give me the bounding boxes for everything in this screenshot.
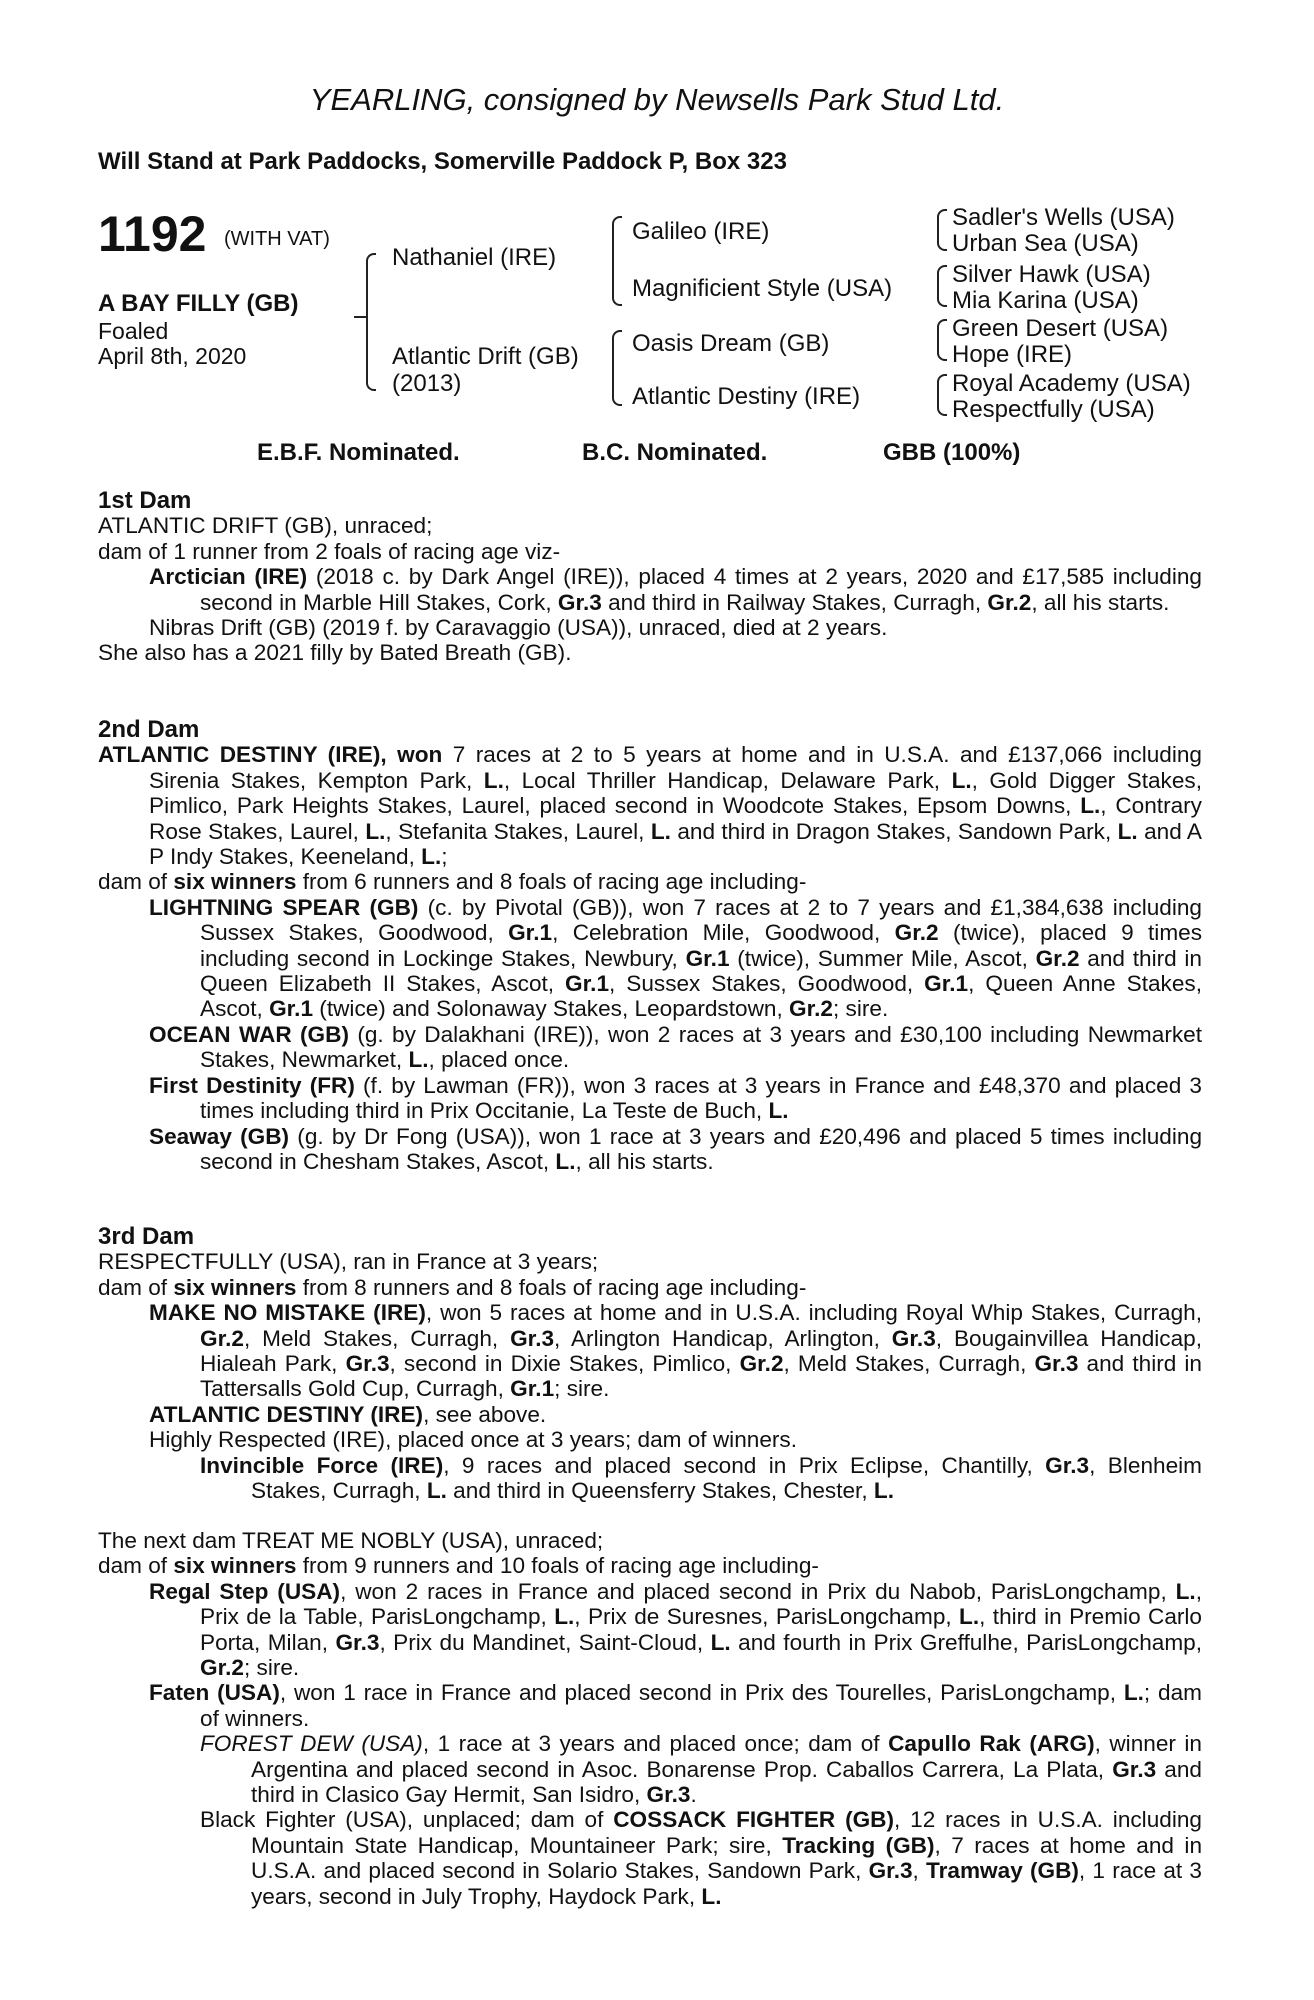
progeny-ocean-war: OCEAN WAR (GB) (g. by Dalakhani (IRE)), won 2 races at 3 years and £30,100 including Newmarket Stakes, Newmarket, L., placed once.	[149, 1021, 1202, 1073]
pedigree-brace-g4	[937, 374, 947, 416]
gbb-status: GBB (100%)	[883, 439, 1021, 466]
progeny-arctician: Arctician (IRE) (2018 c. by Dark Angel (IRE)), placed 4 times at 2 years, 2020 and £17,585 including second in Marble Hill Stakes, Cork, Gr.3 and third in Railway Stakes, Curragh, Gr.2, all his starts.	[149, 564, 1202, 615]
ggp-sds: Silver Hawk (USA)	[952, 261, 1151, 288]
dam-year: (2013)	[392, 370, 462, 397]
progeny-highly-respected: Highly Respected (IRE), placed once at 3 years; dam of winners.	[149, 1427, 797, 1453]
dam-sire: Oasis Dream (GB)	[632, 330, 830, 357]
fourth-dam-line1: The next dam TREAT ME NOBLY (USA), unraced;	[98, 1528, 604, 1553]
third-dam-damof: dam of six winners from 8 runners and 8 foals of racing age including-	[98, 1274, 807, 1300]
pedigree-brace-g2	[937, 265, 947, 307]
first-dam-section	[98, 488, 1202, 666]
ggp-dss: Green Desert (USA)	[952, 315, 1169, 342]
foaled-date: April 8th, 2020	[98, 343, 247, 369]
foaled-label: Foaled	[98, 318, 169, 344]
progeny-seaway: Seaway (GB) (g. by Dr Fong (USA)), won 1 race at 3 years and £20,496 and placed 5 times including second in Chesham Stakes, Ascot, L., all his starts.	[149, 1123, 1203, 1174]
third-dam-line1: RESPECTFULLY (USA), ran in France at 3 years;	[98, 1249, 599, 1275]
third-dam-section	[98, 1224, 1202, 1503]
pedigree-brace-g3	[937, 319, 947, 361]
second-dam-heading: 2nd Dam	[98, 716, 200, 743]
lot-number: 1192	[98, 206, 207, 262]
fourth-dam-section	[98, 1528, 1202, 1909]
ggp-sdd: Mia Karina (USA)	[952, 287, 1139, 314]
bc-nomination: B.C. Nominated.	[582, 439, 768, 466]
progeny-atlantic-destiny: ATLANTIC DESTINY (IRE), see above.	[149, 1401, 547, 1427]
sire-dam: Magnificient Style (USA)	[632, 275, 893, 302]
ggp-sss: Sadler's Wells (USA)	[952, 204, 1175, 231]
progeny-make-no-mistake: MAKE NO MISTAKE (IRE), won 5 races at home and in U.S.A. including Royal Whip Stakes, Curragh, Gr.2, Meld Stakes, Curragh, Gr.3, Arlington Handicap, Arlington, Gr.3, Bougainvillea Handicap, Hialeah Park, Gr.3, second in Dixie Stakes, Pimlico, Gr.2, Meld Stakes, Curragh, Gr.3 and third in Tattersalls Gold Cup, Curragh, Gr.1; sire.	[149, 1300, 1202, 1402]
first-dam-line2: dam of 1 runner from 2 foals of racing age viz-	[98, 538, 561, 564]
consignor-line: YEARLING, consigned by Newsells Park Stud Ltd.	[309, 82, 1005, 117]
second-dam-section	[98, 717, 1202, 1174]
ggp-dds: Royal Academy (USA)	[952, 370, 1191, 397]
dam-name: Atlantic Drift (GB)	[392, 343, 579, 370]
first-dam-heading: 1st Dam	[98, 487, 192, 514]
second-dam-intro: ATLANTIC DESTINY (IRE), won 7 races at 2 to 5 years at home and in U.S.A. and £137,066 including Sirenia Stakes, Kempton Park, L., Local Thriller Handicap, Delaware Park, L., Gold Digger Stakes, Pimlico, Park Heights Stakes, Laurel, placed second in Woodcote Stakes, Epsom Downs, L., Contrary Rose Stakes, Laurel, L., Stefanita Stakes, Laurel, L. and third in Dragon Stakes, Sandown Park, L. and A P Indy Stakes, Keeneland, L.;	[98, 742, 1203, 870]
progeny-black-fighter: Black Fighter (USA), unplaced; dam of COSSACK FIGHTER (GB), 12 races in U.S.A. including Mountain State Handicap, Mountaineer Park; sire, Tracking (GB), 7 races at home and in U.S.A. and placed second in Solario Stakes, Sandown Park, Gr.3, Tramway (GB), 1 race at 3 years, second in July Trophy, Haydock Park, L.	[200, 1807, 1203, 1909]
sire-sire: Galileo (IRE)	[632, 218, 770, 245]
first-dam-also: She also has a 2021 filly by Bated Breath (GB).	[98, 640, 572, 666]
ggp-ssd: Urban Sea (USA)	[952, 230, 1139, 257]
progeny-forest-dew: FOREST DEW (USA), 1 race at 3 years and placed once; dam of Capullo Rak (ARG), winner in Argentina and placed second in Asoc. Bonarense Prop. Caballos Carrera, La Plata, Gr.3 and third in Clasico Gay Hermit, San Isidro, Gr.3.	[200, 1731, 1202, 1808]
lot-name: A BAY FILLY (GB)	[98, 290, 299, 317]
vat-label: (WITH VAT)	[224, 228, 330, 250]
ggp-ddd: Respectfully (USA)	[952, 396, 1155, 423]
progeny-nibras: Nibras Drift (GB) (2019 f. by Caravaggio (USA)), unraced, died at 2 years.	[149, 615, 888, 641]
ebf-nomination: E.B.F. Nominated.	[257, 439, 460, 466]
dam-dam: Atlantic Destiny (IRE)	[632, 383, 861, 410]
progeny-regal-step: Regal Step (USA), won 2 races in France and placed second in Prix du Nabob, ParisLongchamp, L., Prix de la Table, ParisLongchamp, L., Prix de Suresnes, ParisLongchamp, L., third in Premio Carlo Porta, Milan, Gr.3, Prix du Mandinet, Saint-Cloud, L. and fourth in Prix Greffulhe, ParisLongchamp, Gr.2; sire.	[149, 1578, 1203, 1681]
fourth-dam-damof: dam of six winners from 9 runners and 10 foals of racing age including-	[98, 1553, 819, 1579]
progeny-first-destinity: First Destinity (FR) (f. by Lawman (FR)), won 3 races at 3 years in France and £48,370 and placed 3 times including third in Prix Occitanie, La Teste de Buch, L.	[149, 1072, 1202, 1124]
progeny-lightning-spear: LIGHTNING SPEAR (GB) (c. by Pivotal (GB)), won 7 races at 2 to 7 years and £1,384,638 including Sussex Stakes, Goodwood, Gr.1, Celebration Mile, Goodwood, Gr.2 (twice), placed 9 times including second in Lockinge Stakes, Newbury, Gr.1 (twice), Summer Mile, Ascot, Gr.2 and third in Queen Elizabeth II Stakes, Ascot, Gr.1, Sussex Stakes, Goodwood, Gr.1, Queen Anne Stakes, Ascot, Gr.1 (twice) and Solonaway Stakes, Leopardstown, Gr.2; sire.	[149, 894, 1202, 1022]
stand-location: Will Stand at Park Paddocks, Somerville Paddock P, Box 323	[98, 148, 787, 175]
third-dam-heading: 3rd Dam	[98, 1223, 195, 1250]
progeny-invincible-force: Invincible Force (IRE), 9 races and placed second in Prix Eclipse, Chantilly, Gr.3, Blenheim Stakes, Curragh, L. and third in Queensferry Stakes, Chester, L.	[200, 1452, 1202, 1504]
sire-name: Nathaniel (IRE)	[392, 244, 557, 271]
pedigree-brace-g1	[937, 209, 947, 251]
progeny-faten: Faten (USA), won 1 race in France and placed second in Prix des Tourelles, ParisLongchamp, L.; dam of winners.	[149, 1680, 1202, 1731]
first-dam-line1: ATLANTIC DRIFT (GB), unraced;	[98, 513, 433, 539]
second-dam-damof: dam of six winners from 6 runners and 8 foals of racing age including-	[98, 869, 807, 895]
ggp-dsd: Hope (IRE)	[952, 341, 1073, 368]
